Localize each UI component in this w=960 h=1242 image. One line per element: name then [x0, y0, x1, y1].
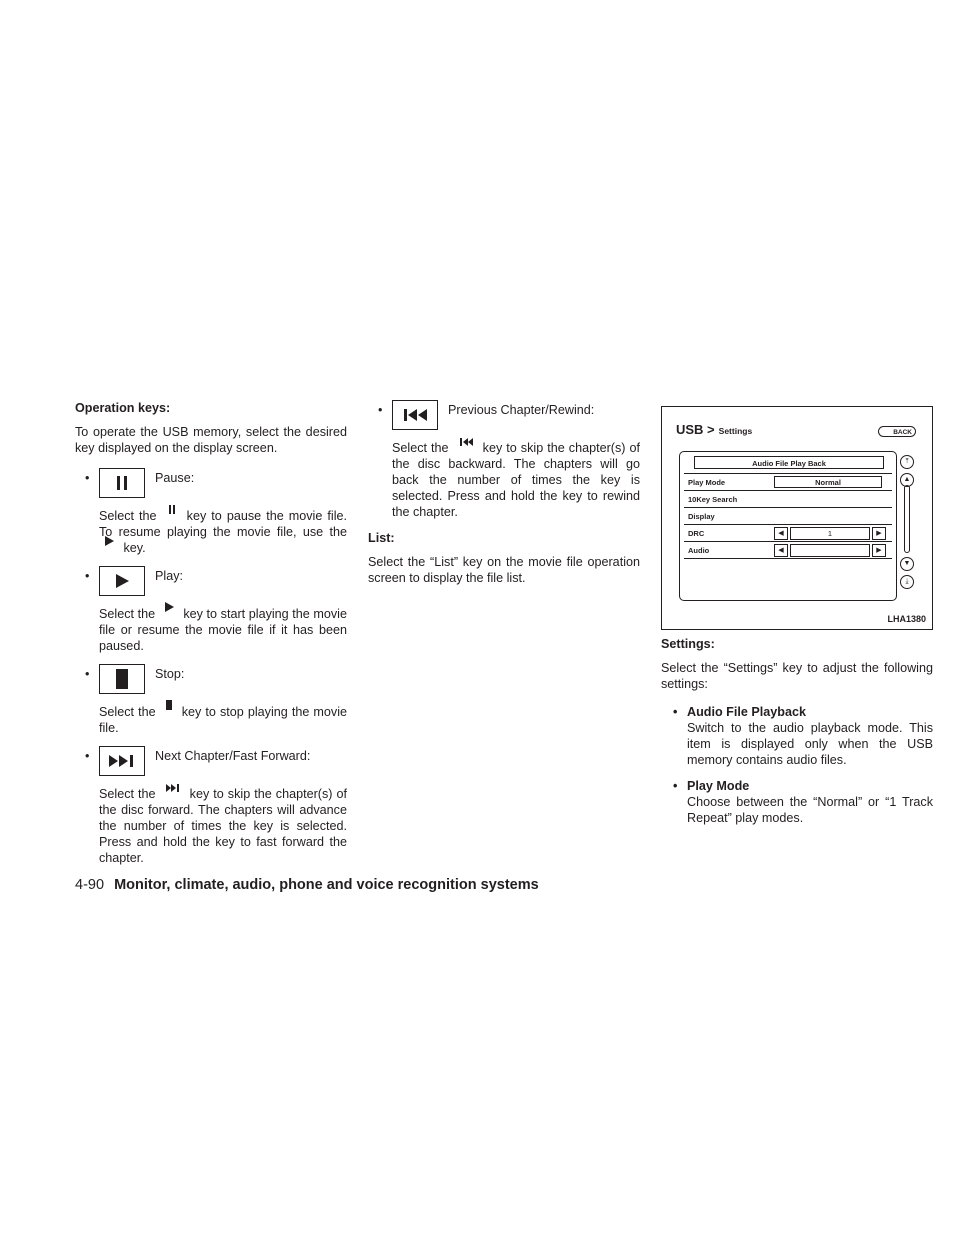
list-heading: List:	[368, 531, 395, 545]
figure-row-drc	[684, 525, 892, 542]
stop-key-description	[99, 704, 347, 736]
usb-settings-screen-figure	[661, 406, 933, 630]
settings-item-text: Choose between the “Normal” or “1 Track Repeat” play modes.	[687, 795, 933, 825]
next-desc-pre: Select the	[99, 787, 156, 801]
next-chapter-key-item	[75, 746, 347, 780]
stop-key-icon	[99, 664, 145, 694]
figure-row-label: Audio	[688, 546, 710, 555]
previous-chapter-key-description	[392, 440, 640, 520]
previous-chapter-icon	[392, 400, 438, 430]
right-arrow-icon: ▶	[872, 544, 886, 557]
settings-heading: Settings:	[661, 637, 715, 651]
figure-row-label: 10Key Search	[688, 495, 738, 504]
settings-item-title: Audio File Playback	[687, 705, 806, 719]
prev-desc-pre: Select the	[392, 441, 449, 455]
bullet: •	[85, 667, 90, 681]
left-arrow-icon: ◀	[774, 527, 788, 540]
figure-audio-stepper	[774, 544, 886, 557]
figure-row-label: Display	[688, 512, 715, 521]
settings-intro: Select the “Settings” key to adjust the following settings:	[661, 661, 933, 691]
bullet: •	[673, 779, 678, 793]
pause-inline-icon	[168, 502, 176, 518]
pause-key-item	[75, 468, 347, 502]
pause-desc-tail: key.	[123, 541, 146, 555]
pause-desc-post: key to pause the movie file. To resume playing the movie file, use the	[99, 509, 347, 539]
pause-key-icon	[99, 468, 145, 498]
operation-keys-intro: To operate the USB memory, select the desired key displayed on the display screen.	[75, 425, 347, 455]
stop-inline-icon	[166, 698, 172, 714]
figure-drc-stepper	[774, 527, 886, 540]
scroll-top-icon: ⤒	[900, 455, 914, 469]
play-key-label: Play:	[155, 569, 183, 583]
figure-audio-value	[790, 544, 870, 557]
previous-chapter-inline-icon	[459, 434, 473, 450]
play-desc-post: key to start playing the movie file or resume the movie file if it has been paused.	[99, 607, 347, 653]
list-text: Select the “List” key on the movie file operation screen to display the file list.	[368, 555, 640, 585]
figure-subtitle: Settings	[718, 426, 753, 436]
next-chapter-inline-icon	[166, 780, 180, 796]
figure-row-label: Play Mode	[688, 478, 726, 487]
figure-screen-title	[676, 422, 752, 439]
play-inline-icon	[165, 600, 174, 616]
figure-back-button: BACK	[878, 426, 916, 437]
next-chapter-key-label: Next Chapter/Fast Forward:	[155, 749, 311, 763]
figure-play-mode-value: Normal	[774, 476, 882, 488]
stop-key-label: Stop:	[155, 667, 185, 681]
figure-code: LHA1380	[887, 614, 926, 624]
previous-chapter-key-item	[368, 400, 640, 434]
play-key-icon	[99, 566, 145, 596]
figure-row-display	[684, 508, 892, 525]
figure-scrollbar	[904, 485, 910, 553]
column-left	[75, 400, 347, 876]
settings-item-audio-file-playback	[661, 704, 933, 768]
bullet: •	[85, 569, 90, 583]
next-chapter-key-description	[99, 786, 347, 866]
bullet: •	[85, 749, 90, 763]
next-desc-post: key to skip the chapter(s) of the disc forward. The chapters will advance the number of times the key is selected. Press and hold the key to fast forward the chapter.	[99, 787, 348, 865]
figure-title-text: USB >	[676, 422, 715, 437]
previous-chapter-key-label: Previous Chapter/Rewind:	[448, 403, 595, 417]
play-desc-pre: Select the	[99, 607, 156, 621]
left-arrow-icon: ◀	[774, 544, 788, 557]
scroll-bottom-icon: ⤓	[900, 575, 914, 589]
pause-key-description	[99, 508, 347, 556]
figure-row-10key	[684, 491, 892, 508]
page-footer	[75, 877, 539, 893]
prev-desc-post: key to skip the chapter(s) of the disc backward. The chapters will go back the number of times the key is selected. Press and hold the key to rewind the chapter.	[392, 441, 641, 519]
figure-row-audio	[684, 542, 892, 559]
figure-row-play-mode	[684, 474, 892, 491]
page-number: 4-90	[75, 877, 105, 893]
figure-row-banner	[684, 452, 892, 474]
stop-desc-post: key to stop playing the movie file.	[99, 705, 347, 735]
bullet: •	[378, 403, 383, 417]
pause-key-label: Pause:	[155, 471, 195, 485]
figure-settings-list	[679, 451, 897, 601]
figure-banner: Audio File Play Back	[694, 456, 884, 469]
play-key-item	[75, 566, 347, 600]
play-key-description	[99, 606, 347, 654]
section-title: Monitor, climate, audio, phone and voice recognition systems	[114, 877, 539, 893]
play-inline-icon	[105, 534, 114, 550]
settings-item-play-mode	[661, 778, 933, 826]
figure-drc-value: 1	[790, 527, 870, 540]
column-middle	[368, 400, 640, 598]
scroll-up-icon: ▲	[900, 473, 914, 487]
figure-row-label: DRC	[688, 529, 705, 538]
bullet: •	[85, 471, 90, 485]
operation-keys-heading: Operation keys:	[75, 401, 171, 415]
next-chapter-icon	[99, 746, 145, 776]
bullet: •	[673, 705, 678, 719]
settings-item-text: Switch to the audio playback mode. This item is displayed only when the USB memory contains audio files.	[687, 721, 933, 767]
stop-key-item	[75, 664, 347, 698]
right-arrow-icon: ▶	[872, 527, 886, 540]
scroll-down-icon: ▼	[900, 557, 914, 571]
stop-desc-pre: Select the	[99, 705, 156, 719]
settings-item-title: Play Mode	[687, 779, 750, 793]
pause-desc-pre: Select the	[99, 509, 157, 523]
column-right	[661, 636, 933, 836]
